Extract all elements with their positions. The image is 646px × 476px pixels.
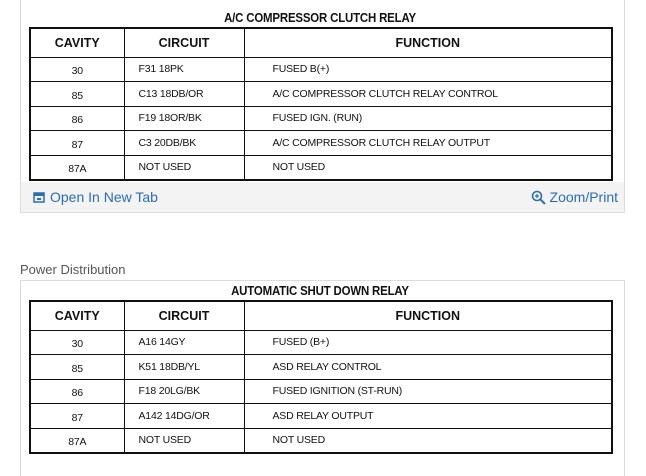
function-cell: FUSED IGN. (RUN): [244, 106, 612, 131]
cavity-cell: 30: [30, 330, 124, 355]
function-cell: NOT USED: [244, 428, 612, 453]
zoom-print-label: Zoom/Print: [549, 189, 618, 205]
cavity-cell: 87: [30, 404, 124, 429]
cavity-cell: 86: [30, 106, 124, 131]
circuit-cell: C3 20DB/BK: [124, 131, 244, 156]
circuit-cell: NOT USED: [124, 428, 244, 453]
table-row: [30, 404, 612, 429]
circuit-cell: F18 20LG/BK: [124, 379, 244, 404]
table-row: [30, 379, 612, 404]
table-row: [30, 57, 612, 82]
table-row: [30, 131, 612, 156]
table-row: [30, 355, 612, 380]
ac-relay-table: [29, 27, 613, 181]
cavity-cell: 87A: [30, 155, 124, 180]
function-cell: NOT USED: [244, 155, 612, 180]
table-header-row: [30, 28, 612, 57]
circuit-cell: A142 14DG/OR: [124, 404, 244, 429]
column-header-circuit: CIRCUIT: [124, 28, 244, 57]
function-cell: FUSED IGNITION (ST-RUN): [244, 379, 612, 404]
function-cell: FUSED B(+): [244, 57, 612, 82]
cavity-cell: 85: [30, 82, 124, 107]
cavity-cell: 30: [30, 57, 124, 82]
open-in-new-tab-icon: [33, 191, 46, 204]
table-header-row: [30, 301, 612, 330]
column-header-circuit: CIRCUIT: [124, 301, 244, 330]
zoom-magnifier-icon: [531, 190, 546, 205]
asd-relay-table: [29, 300, 613, 454]
circuit-cell: F31 18PK: [124, 57, 244, 82]
table-row: [30, 428, 612, 453]
table-row: [30, 155, 612, 180]
diagram-card-ac-relay: [20, 0, 625, 213]
cavity-cell: 86: [30, 379, 124, 404]
function-cell: A/C COMPRESSOR CLUTCH RELAY CONTROL: [244, 82, 612, 107]
open-in-new-tab-label: Open In New Tab: [50, 189, 158, 205]
ac-relay-title: A/C COMPRESSOR CLUTCH RELAY: [224, 10, 416, 25]
zoom-print-link[interactable]: [531, 189, 618, 205]
open-in-new-tab-link[interactable]: [33, 189, 158, 205]
table-row: [30, 82, 612, 107]
table-row: [30, 330, 612, 355]
function-cell: FUSED (B+): [244, 330, 612, 355]
circuit-cell: NOT USED: [124, 155, 244, 180]
circuit-cell: A16 14GY: [124, 330, 244, 355]
function-cell: A/C COMPRESSOR CLUTCH RELAY OUTPUT: [244, 131, 612, 156]
circuit-cell: K51 18DB/YL: [124, 355, 244, 380]
cavity-cell: 85: [30, 355, 124, 380]
table-row: [30, 106, 612, 131]
cavity-cell: 87A: [30, 428, 124, 453]
section-heading: Power Distribution: [20, 262, 126, 277]
circuit-cell: F19 18OR/BK: [124, 106, 244, 131]
function-cell: ASD RELAY CONTROL: [244, 355, 612, 380]
column-header-cavity: CAVITY: [30, 301, 124, 330]
circuit-cell: C13 18DB/OR: [124, 82, 244, 107]
function-cell: ASD RELAY OUTPUT: [244, 404, 612, 429]
diagram-card-asd-relay: [20, 280, 625, 476]
asd-relay-title: AUTOMATIC SHUT DOWN RELAY: [231, 283, 409, 298]
column-header-function: FUNCTION: [244, 28, 612, 57]
cavity-cell: 87: [30, 131, 124, 156]
column-header-cavity: CAVITY: [30, 28, 124, 57]
card-footer: [21, 182, 624, 212]
column-header-function: FUNCTION: [244, 301, 612, 330]
